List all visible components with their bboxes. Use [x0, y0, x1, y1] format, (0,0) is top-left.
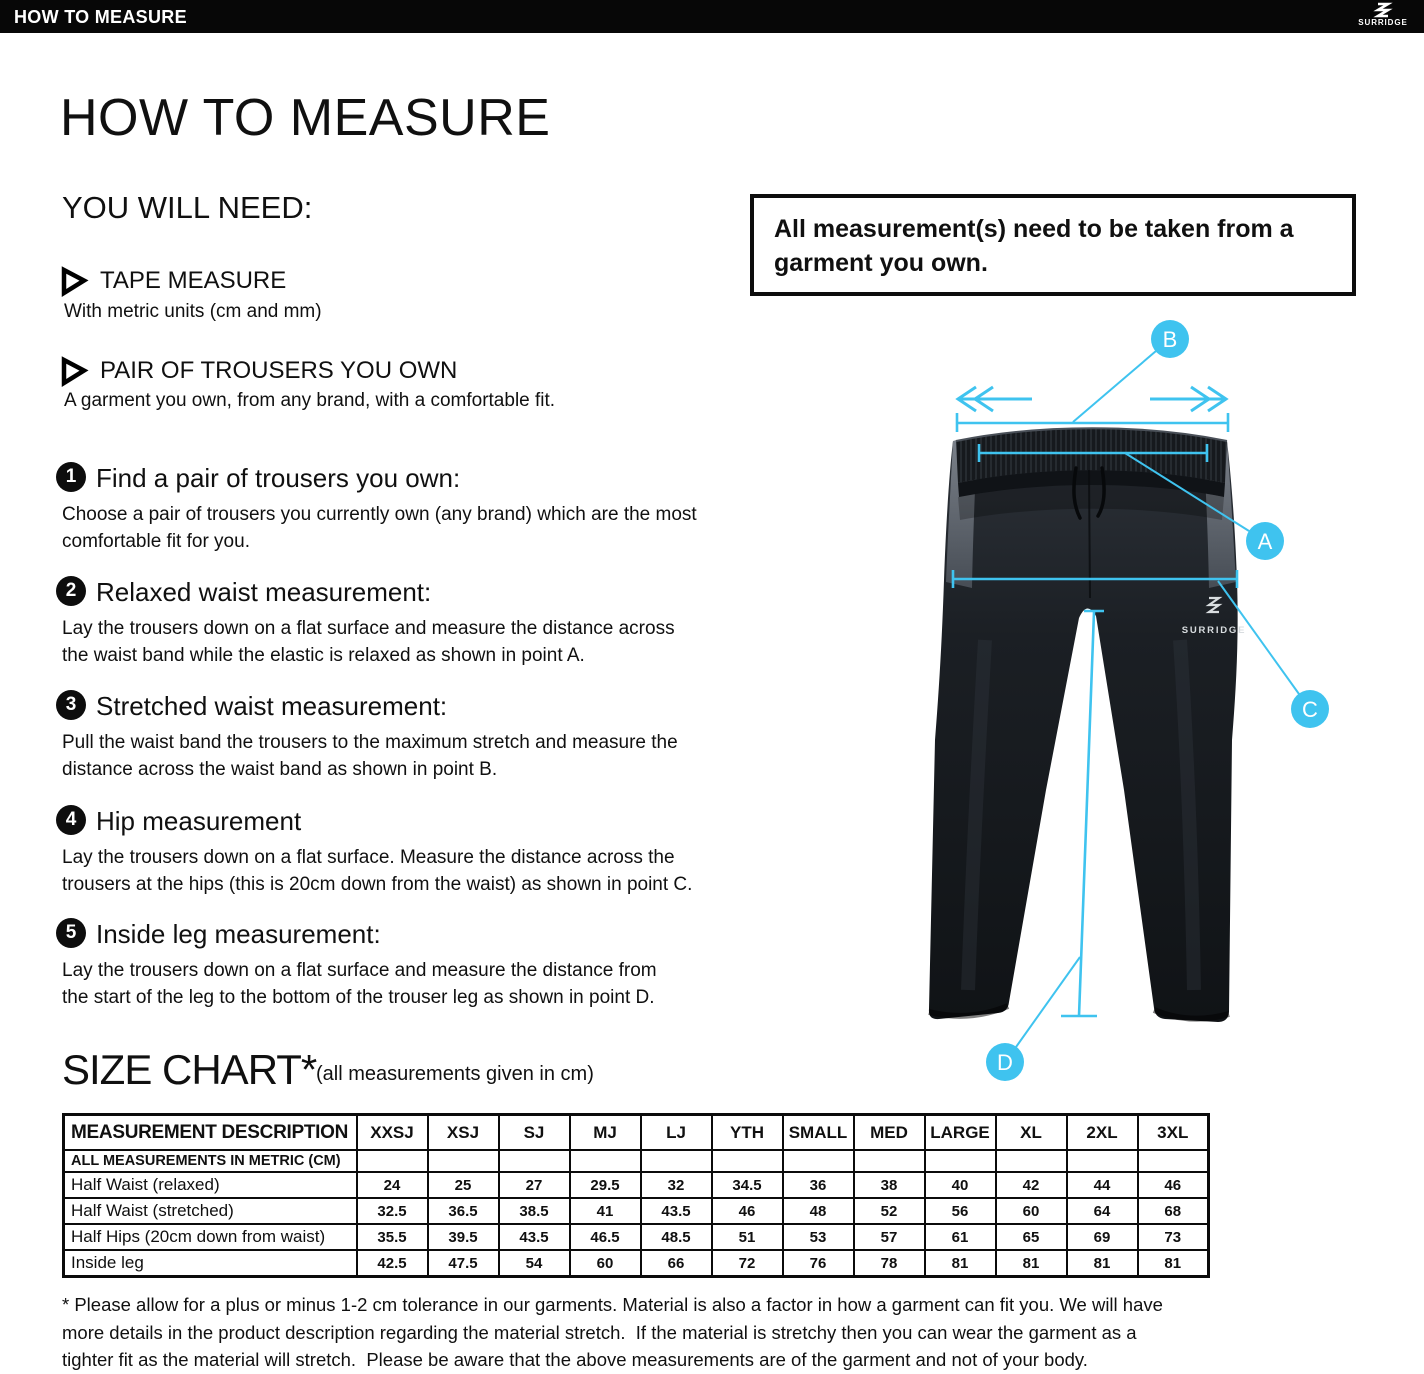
empty-cell — [1138, 1150, 1209, 1172]
table-header-row — [64, 1115, 1209, 1151]
footnote-line: * Please allow for a plus or minus 1-2 cm tolerance in our garments. Material is also a factor in how a garment can fit you. We will have — [62, 1294, 1163, 1315]
table-row — [64, 1250, 1209, 1277]
cell: 36.5 — [428, 1198, 499, 1224]
cell: 48.5 — [641, 1224, 712, 1250]
row-label: Half Waist (relaxed) — [64, 1172, 357, 1198]
row-label: Half Hips (20cm down from waist) — [64, 1224, 357, 1250]
footnote-line: tighter fit as the material will stretch. Please be aware that the above measurements are of the garment and not of your body. — [62, 1349, 1088, 1370]
row-label: ALL MEASUREMENTS IN METRIC (CM) — [64, 1150, 357, 1172]
step-body-line: the waist band while the elastic is relaxed as shown in point A. — [62, 645, 585, 666]
svg-text:D: D — [997, 1050, 1013, 1075]
step-number-badge: 3 — [56, 690, 86, 720]
column-header: SMALL — [783, 1115, 854, 1151]
cell: 78 — [854, 1250, 925, 1277]
cell: 32.5 — [357, 1198, 428, 1224]
cell: 51 — [712, 1224, 783, 1250]
step-title: Relaxed waist measurement: — [96, 577, 432, 607]
row-label: Half Waist (stretched) — [64, 1198, 357, 1224]
you-will-need-heading: YOU WILL NEED: — [62, 190, 313, 225]
empty-cell — [357, 1150, 428, 1172]
cell: 43.5 — [641, 1198, 712, 1224]
empty-cell — [570, 1150, 641, 1172]
step-body-line: Choose a pair of trousers you currently own (any brand) which are the most — [62, 504, 697, 525]
stretch-arrow-left — [958, 387, 1032, 411]
column-header: XSJ — [428, 1115, 499, 1151]
row-label: Inside leg — [64, 1250, 357, 1277]
cell: 61 — [925, 1224, 996, 1250]
cell: 38.5 — [499, 1198, 570, 1224]
step-body — [62, 957, 657, 1011]
column-header: MEASUREMENT DESCRIPTION — [64, 1115, 357, 1151]
table-row — [64, 1150, 1209, 1172]
step-title: Hip measurement — [96, 806, 302, 836]
cell: 36 — [783, 1172, 854, 1198]
step-title: Find a pair of trousers you own: — [96, 463, 461, 493]
column-header: LARGE — [925, 1115, 996, 1151]
cell: 47.5 — [428, 1250, 499, 1277]
column-header: LJ — [641, 1115, 712, 1151]
bullet-triangle-icon — [60, 266, 88, 296]
step-number-badge: 5 — [56, 918, 86, 948]
column-header: 3XL — [1138, 1115, 1209, 1151]
cell: 64 — [1067, 1198, 1138, 1224]
cell: 25 — [428, 1172, 499, 1198]
step-body — [62, 729, 678, 783]
empty-cell — [499, 1150, 570, 1172]
notice-line: All measurement(s) need to be taken from a — [774, 215, 1294, 243]
cell: 42.5 — [357, 1250, 428, 1277]
cell: 29.5 — [570, 1172, 641, 1198]
footnote-line: more details in the product description regarding the material stretch. If the material is stretchy then you can wear the garment as a — [62, 1321, 1137, 1343]
table-row — [64, 1198, 1209, 1224]
svg-text:A: A — [1257, 529, 1273, 554]
top-bar-title: HOW TO MEASURE — [14, 7, 187, 27]
cell: 73 — [1138, 1224, 1209, 1250]
cell: 81 — [1067, 1250, 1138, 1277]
empty-cell — [925, 1150, 996, 1172]
notice-text — [754, 198, 1352, 280]
column-header: SJ — [499, 1115, 570, 1151]
svg-text:SURRIDGE: SURRIDGE — [1181, 625, 1247, 636]
top-bar — [0, 0, 1424, 33]
empty-cell — [641, 1150, 712, 1172]
cell: 60 — [996, 1198, 1067, 1224]
page-title: HOW TO MEASURE — [60, 89, 551, 147]
step-number-badge: 1 — [56, 462, 86, 492]
step-title: Stretched waist measurement: — [96, 691, 448, 721]
column-header: XXSJ — [357, 1115, 428, 1151]
step-title: Inside leg measurement: — [96, 919, 381, 949]
cell: 35.5 — [357, 1224, 428, 1250]
cell: 81 — [925, 1250, 996, 1277]
step-body-line: Lay the trousers down on a flat surface and measure the distance across — [62, 618, 675, 639]
cell: 32 — [641, 1172, 712, 1198]
cell: 60 — [570, 1250, 641, 1277]
column-header: XL — [996, 1115, 1067, 1151]
cell: 24 — [357, 1172, 428, 1198]
column-header: 2XL — [1067, 1115, 1138, 1151]
step-number-badge: 4 — [56, 805, 86, 835]
cell: 40 — [925, 1172, 996, 1198]
table-row — [64, 1172, 1209, 1198]
need-item-title: TAPE MEASURE — [100, 267, 287, 294]
need-item-title: PAIR OF TROUSERS YOU OWN — [100, 357, 458, 384]
need-item-desc: A garment you own, from any brand, with a comfortable fit. — [64, 390, 556, 411]
empty-cell — [428, 1150, 499, 1172]
bullet-triangle-icon — [60, 356, 88, 386]
cell: 27 — [499, 1172, 570, 1198]
cell: 34.5 — [712, 1172, 783, 1198]
step-body — [62, 844, 692, 898]
step-body-line: Lay the trousers down on a flat surface. Measure the distance across the — [62, 847, 675, 868]
surridge-s-icon — [1374, 2, 1392, 19]
cell: 53 — [783, 1224, 854, 1250]
surridge-wordmark: SURRIDGE — [1358, 18, 1408, 27]
svg-text:B: B — [1162, 327, 1178, 352]
trousers-graphic — [929, 428, 1246, 1022]
step-body-line: distance across the waist band as shown in point B. — [62, 759, 498, 780]
cell: 57 — [854, 1224, 925, 1250]
size-chart-note: (all measurements given in cm) — [316, 1063, 594, 1085]
cell: 42 — [996, 1172, 1067, 1198]
cell: 38 — [854, 1172, 925, 1198]
size-chart-table — [62, 1113, 1210, 1278]
step-number-badge: 2 — [56, 576, 86, 606]
surridge-logo — [1350, 1, 1416, 32]
cell: 44 — [1067, 1172, 1138, 1198]
cell: 54 — [499, 1250, 570, 1277]
column-header: YTH — [712, 1115, 783, 1151]
cell: 41 — [570, 1198, 641, 1224]
notice-box — [750, 194, 1356, 296]
empty-cell — [854, 1150, 925, 1172]
size-chart-heading: SIZE CHART* — [62, 1046, 317, 1093]
cell: 72 — [712, 1250, 783, 1277]
step-body — [62, 615, 675, 669]
table-row — [64, 1224, 1209, 1250]
cell: 52 — [854, 1198, 925, 1224]
cell: 65 — [996, 1224, 1067, 1250]
cell: 66 — [641, 1250, 712, 1277]
cell: 39.5 — [428, 1224, 499, 1250]
need-item-desc: With metric units (cm and mm) — [64, 301, 322, 322]
empty-cell — [712, 1150, 783, 1172]
trousers-measurement-diagram — [850, 315, 1345, 1085]
cell: 76 — [783, 1250, 854, 1277]
empty-cell — [783, 1150, 854, 1172]
cell: 46.5 — [570, 1224, 641, 1250]
cell: 43.5 — [499, 1224, 570, 1250]
column-header: MJ — [570, 1115, 641, 1151]
cell: 48 — [783, 1198, 854, 1224]
tolerance-footnote — [62, 1291, 1163, 1374]
empty-cell — [1067, 1150, 1138, 1172]
stretch-arrow-right — [1150, 387, 1226, 411]
step-body-line: trousers at the hips (this is 20cm down from the waist) as shown in point C. — [62, 874, 693, 895]
cell: 81 — [1138, 1250, 1209, 1277]
cell: 46 — [1138, 1172, 1209, 1198]
step-body — [62, 501, 697, 555]
notice-line: garment you own. — [774, 249, 988, 277]
column-header: MED — [854, 1115, 925, 1151]
cell: 68 — [1138, 1198, 1209, 1224]
step-body-line: the start of the leg to the bottom of the trouser leg as shown in point D. — [62, 987, 655, 1008]
cell: 46 — [712, 1198, 783, 1224]
step-body-line: comfortable fit for you. — [62, 531, 250, 552]
svg-text:C: C — [1302, 697, 1318, 722]
cell: 81 — [996, 1250, 1067, 1277]
cell: 56 — [925, 1198, 996, 1224]
step-body-line: Pull the waist band the trousers to the maximum stretch and measure the — [62, 732, 678, 753]
step-body-line: Lay the trousers down on a flat surface and measure the distance from — [62, 960, 657, 981]
empty-cell — [996, 1150, 1067, 1172]
cell: 69 — [1067, 1224, 1138, 1250]
